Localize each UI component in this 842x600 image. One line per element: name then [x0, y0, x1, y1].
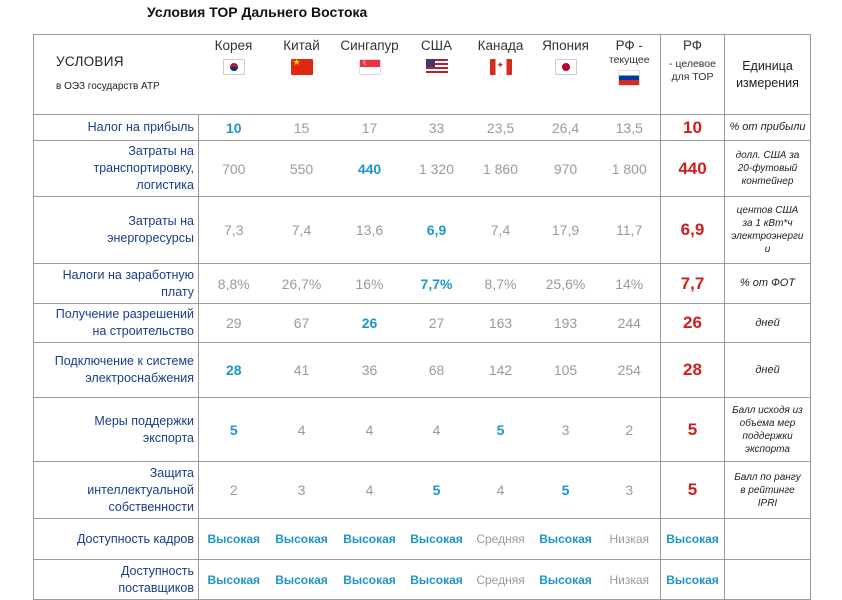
value-cell: Высокая [199, 560, 269, 600]
country-name: Сингапур [340, 38, 399, 53]
value-cell: 8,7% [469, 264, 533, 304]
row-label [34, 304, 199, 343]
rf-target-cell: 5 [661, 462, 725, 519]
value-cell: 105 [533, 343, 599, 398]
value-cell: 5 [199, 398, 269, 462]
value-cell: 440 [335, 141, 405, 197]
rf-target-line1: РФ [682, 38, 703, 53]
unit-line: объема мер [739, 417, 796, 429]
table-row [34, 462, 811, 519]
row-label-line: энергоресурсы [107, 231, 194, 245]
row-label-line: электроснабжения [85, 371, 194, 385]
rf-target-line3: для ТОР [671, 71, 714, 83]
country-header [199, 35, 269, 115]
country-header [599, 35, 661, 115]
value-cell: 550 [269, 141, 335, 197]
country-header [469, 35, 533, 115]
value-cell: 1 320 [405, 141, 469, 197]
value-cell: 26,4 [533, 115, 599, 141]
value-cell: 1 800 [599, 141, 661, 197]
rf-target-cell: 10 [661, 115, 725, 141]
country-name: Канада [477, 38, 524, 53]
row-label [34, 115, 199, 141]
value-cell: 4 [335, 462, 405, 519]
unit-line: поддержки [742, 430, 793, 442]
value-cell: 2 [199, 462, 269, 519]
country-header [533, 35, 599, 115]
row-label [34, 519, 199, 560]
table-row [34, 560, 811, 600]
unit-cell [725, 560, 811, 600]
unit-line: экспорта [745, 443, 790, 455]
value-cell: 163 [469, 304, 533, 343]
value-cell: Высокая [533, 560, 599, 600]
value-cell: 970 [533, 141, 599, 197]
row-label-line: Подключение к системе [54, 354, 194, 368]
conditions-title: УСЛОВИЯ [56, 54, 124, 69]
row-label-line: Затраты на [128, 214, 194, 228]
conditions-subtitle: в ОЭЗ государств АТР [56, 81, 160, 92]
unit-line: за 1 кВт*ч [742, 218, 793, 229]
value-cell: 1 860 [469, 141, 533, 197]
value-cell: 142 [469, 343, 533, 398]
value-cell: 193 [533, 304, 599, 343]
row-label-line: Налог на прибыль [87, 120, 194, 134]
country-name: Корея [214, 38, 253, 53]
unit-line: центов США [736, 205, 799, 216]
table-row [34, 343, 811, 398]
row-label [34, 462, 199, 519]
value-cell: 3 [269, 462, 335, 519]
value-cell: 5 [469, 398, 533, 462]
value-cell: Высокая [269, 519, 335, 560]
value-cell: 4 [269, 398, 335, 462]
table-body [34, 115, 811, 600]
rf-target-cell: 26 [661, 304, 725, 343]
value-cell: Высокая [269, 560, 335, 600]
value-cell: Высокая [405, 560, 469, 600]
row-label [34, 264, 199, 304]
value-cell: Высокая [405, 519, 469, 560]
value-cell: 28 [199, 343, 269, 398]
unit-line: % от ФОТ [739, 277, 796, 289]
unit-cell [725, 197, 811, 264]
singapore-flag-icon [359, 59, 381, 75]
value-cell: Средняя [469, 560, 533, 600]
unit-cell [725, 141, 811, 197]
rf-target-cell: 440 [661, 141, 725, 197]
unit-cell [725, 304, 811, 343]
unit-line: IPRI [757, 497, 778, 509]
table-header-row [34, 35, 811, 115]
unit-header-line2: измерения [736, 75, 799, 90]
value-cell: 7,3 [199, 197, 269, 264]
table-row [34, 304, 811, 343]
conditions-table [33, 34, 811, 600]
value-cell: 13,5 [599, 115, 661, 141]
row-label-line: Доступность кадров [76, 531, 194, 546]
value-cell: 13,6 [335, 197, 405, 264]
unit-cell [725, 264, 811, 304]
value-cell: Высокая [533, 519, 599, 560]
rf-target-header [661, 35, 725, 115]
country-header [335, 35, 405, 115]
value-cell: Высокая [335, 519, 405, 560]
value-cell: 36 [335, 343, 405, 398]
value-cell: 4 [335, 398, 405, 462]
value-cell: 10 [199, 115, 269, 141]
table-row [34, 197, 811, 264]
value-cell: 11,7 [599, 197, 661, 264]
value-cell: 27 [405, 304, 469, 343]
value-cell: 6,9 [405, 197, 469, 264]
row-label-line: экспорта [142, 430, 194, 445]
row-label-line: плату [161, 284, 194, 299]
rf-target-cell: Высокая [661, 560, 725, 600]
unit-line: дней [755, 363, 780, 376]
rf-target-cell: Высокая [661, 519, 725, 560]
rf-target-cell: 7,7 [661, 264, 725, 304]
usa-flag-icon [426, 59, 448, 75]
row-label-line: Затраты на [128, 144, 194, 158]
unit-cell [725, 115, 811, 141]
unit-line: и [764, 244, 771, 255]
value-cell: 33 [405, 115, 469, 141]
value-cell: 5 [533, 462, 599, 519]
rf-target-cell: 6,9 [661, 197, 725, 264]
row-label-line: логистика [136, 178, 194, 192]
row-label [34, 398, 199, 462]
unit-line: % от прибыли [729, 121, 806, 133]
value-cell: 7,4 [469, 197, 533, 264]
row-label-line: Налоги на заработную [62, 267, 194, 282]
unit-cell [725, 519, 811, 560]
row-label [34, 343, 199, 398]
country-name: РФ - [615, 38, 643, 53]
value-cell: 17,9 [533, 197, 599, 264]
value-cell: Средняя [469, 519, 533, 560]
country-name: США [420, 38, 453, 53]
rf-target-cell: 5 [661, 398, 725, 462]
value-cell: 3 [533, 398, 599, 462]
unit-line: Балл исходя из [732, 404, 803, 416]
row-label-line: Защита [149, 465, 194, 480]
value-cell: 244 [599, 304, 661, 343]
value-cell: Низкая [599, 519, 661, 560]
value-cell: 23,5 [469, 115, 533, 141]
row-label [34, 141, 199, 197]
value-cell: 17 [335, 115, 405, 141]
value-cell: 5 [405, 462, 469, 519]
row-label-line: на строительство [92, 324, 194, 338]
value-cell: 8,8% [199, 264, 269, 304]
south-korea-flag-icon [223, 59, 245, 75]
value-cell: 26,7% [269, 264, 335, 304]
value-cell: 2 [599, 398, 661, 462]
value-cell: 67 [269, 304, 335, 343]
table-row [34, 398, 811, 462]
row-label-line: Доступность [120, 563, 194, 578]
unit-line: контейнер [741, 176, 794, 187]
unit-header [725, 35, 811, 115]
table-row [34, 115, 811, 141]
unit-cell [725, 398, 811, 462]
country-header [405, 35, 469, 115]
russia-flag-icon [618, 70, 640, 86]
value-cell: 26 [335, 304, 405, 343]
value-cell: 29 [199, 304, 269, 343]
value-cell: 14% [599, 264, 661, 304]
table-row [34, 141, 811, 197]
canada-flag-icon [490, 59, 512, 75]
unit-line: долл. США за [735, 150, 800, 161]
country-subname: текущее [608, 54, 650, 66]
unit-line: Балл по рангу [734, 471, 801, 483]
value-cell: 700 [199, 141, 269, 197]
unit-line: 20-футовый [737, 163, 798, 174]
value-cell: 15 [269, 115, 335, 141]
rf-target-line2: - целевое [669, 58, 716, 70]
rf-target-cell: 28 [661, 343, 725, 398]
value-cell: Высокая [199, 519, 269, 560]
value-cell: 68 [405, 343, 469, 398]
row-label-line: поставщиков [118, 580, 194, 595]
conditions-header [34, 35, 199, 115]
value-cell: 3 [599, 462, 661, 519]
unit-line: электроэнерги [731, 231, 804, 242]
value-cell: 7,7% [405, 264, 469, 304]
value-cell: 7,4 [269, 197, 335, 264]
value-cell: Низкая [599, 560, 661, 600]
value-cell: Высокая [335, 560, 405, 600]
country-name: Китай [283, 38, 320, 53]
unit-line: дней [755, 316, 780, 329]
value-cell: 4 [469, 462, 533, 519]
japan-flag-icon [555, 59, 577, 75]
country-header [269, 35, 335, 115]
row-label-line: Меры поддержки [94, 413, 194, 428]
value-cell: 25,6% [533, 264, 599, 304]
unit-line: в рейтинге [740, 484, 795, 496]
row-label-line: собственности [108, 499, 194, 514]
china-flag-icon [291, 59, 313, 75]
row-label-line: Получение разрешений [55, 307, 194, 321]
value-cell: 254 [599, 343, 661, 398]
row-label [34, 560, 199, 600]
row-label-line: транспортировку, [93, 161, 194, 175]
unit-cell [725, 343, 811, 398]
value-cell: 16% [335, 264, 405, 304]
table-row [34, 519, 811, 560]
page-title: Условия ТОР Дальнего Востока [147, 4, 368, 20]
value-cell: 41 [269, 343, 335, 398]
row-label [34, 197, 199, 264]
value-cell: 4 [405, 398, 469, 462]
country-name: Япония [542, 38, 589, 53]
row-label-line: интеллектуальной [87, 482, 194, 497]
table-row [34, 264, 811, 304]
unit-header-line1: Единица [742, 58, 793, 73]
unit-cell [725, 462, 811, 519]
